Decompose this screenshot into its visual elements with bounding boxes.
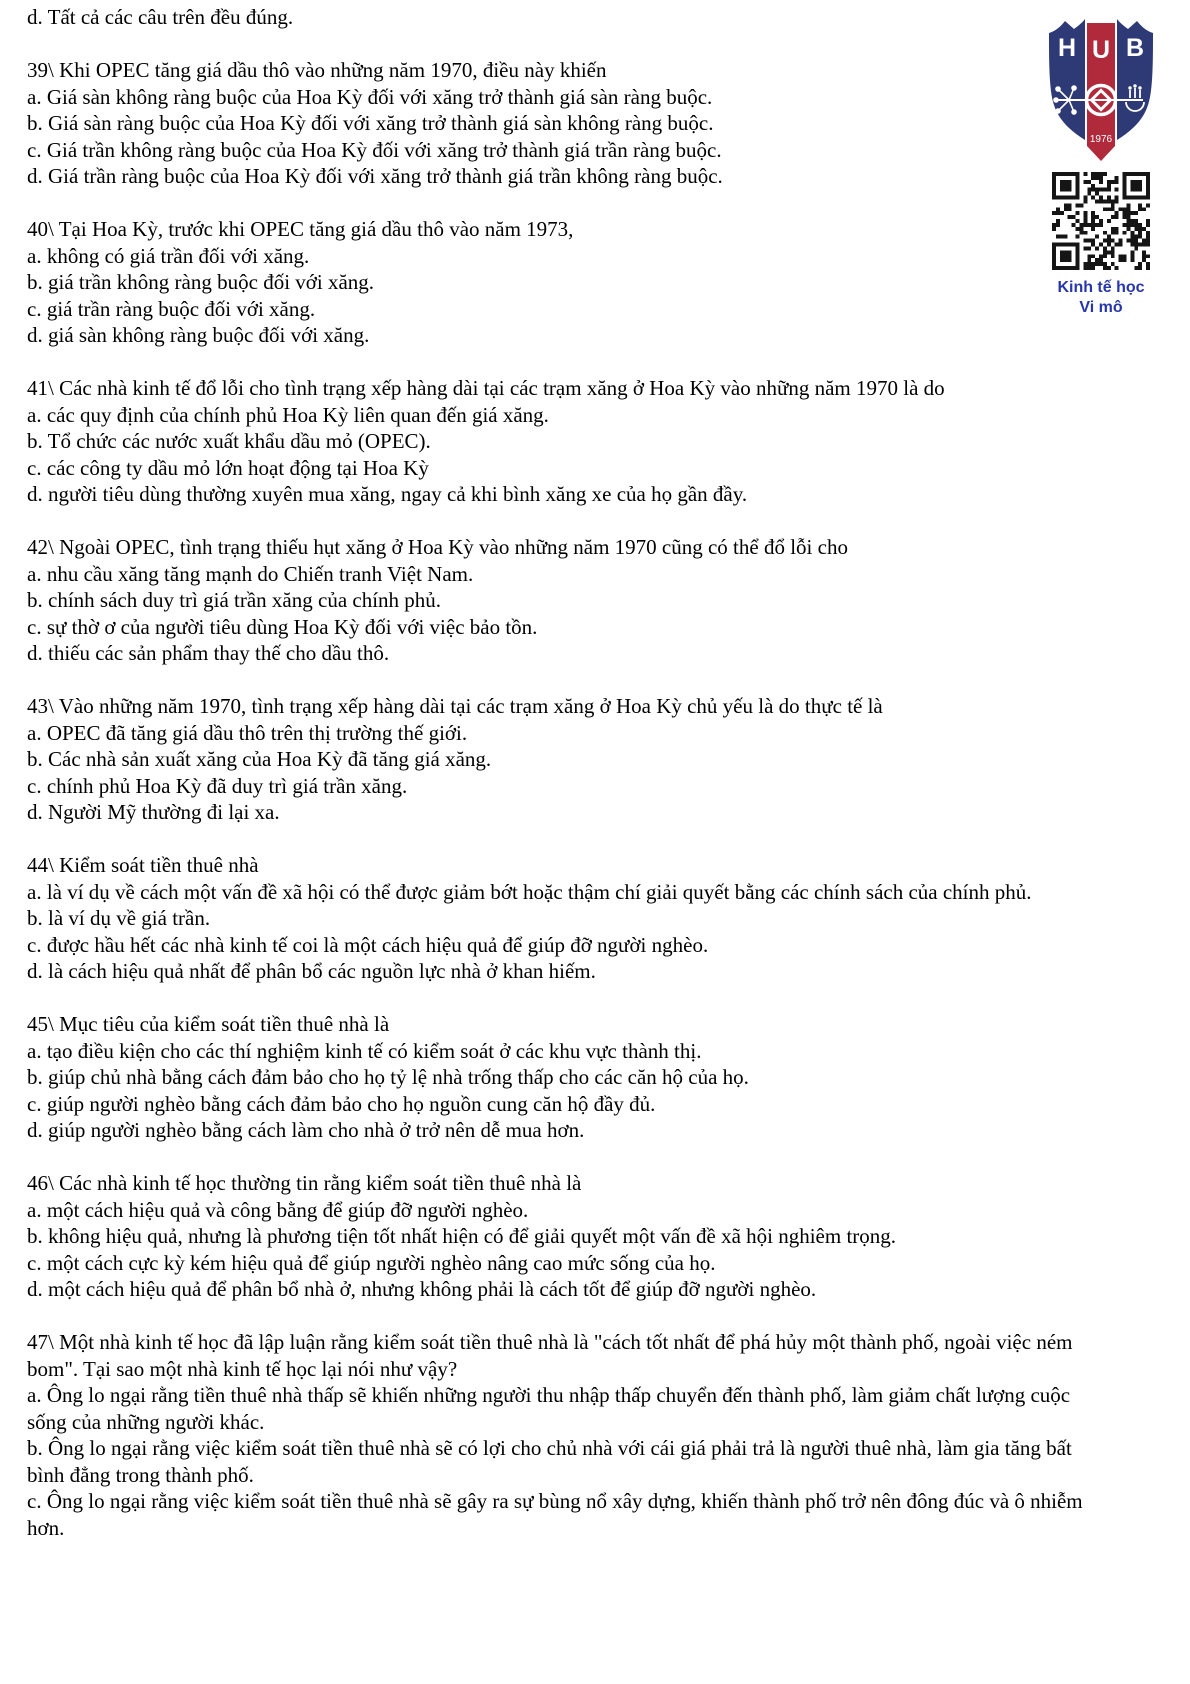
question-block xyxy=(27,534,1093,667)
question-block xyxy=(27,1170,1093,1303)
question-block xyxy=(27,1329,1093,1541)
question-option: b. là ví dụ về giá trần. xyxy=(27,906,211,930)
question-block xyxy=(27,1011,1093,1144)
question-option: a. các quy định của chính phủ Hoa Kỳ liên quan đến giá xăng. xyxy=(27,402,549,427)
question-option: a. không có giá trần đối với xăng. xyxy=(27,243,310,268)
question-block xyxy=(27,693,1093,826)
question-stem: 45\ Mục tiêu của kiểm soát tiền thuê nhà là xyxy=(27,1012,390,1036)
question-option: a. Ông lo ngại rằng tiền thuê nhà thấp sẽ khiến những người thu nhập thấp chuyển đến thành phố, làm giảm chất lượng cuộc sống của những người khác. xyxy=(27,1383,1071,1434)
question-option: a. OPEC đã tăng giá dầu thô trên thị trường thế giới. xyxy=(27,720,468,745)
question-option: d. thiếu các sản phẩm thay thế cho dầu thô. xyxy=(27,641,390,665)
question-option: b. Ông lo ngại rằng việc kiểm soát tiền thuê nhà sẽ có lợi cho chủ nhà với cái giá phải trả là người thuê nhà, làm gia tăng bất bình đẳng trong thành phố. xyxy=(27,1436,1072,1487)
question-option: d. một cách hiệu quả để phân bổ nhà ở, nhưng không phải là cách tốt để giúp đỡ người nghèo. xyxy=(27,1277,817,1301)
question-block xyxy=(27,57,1093,190)
question-stem: 47\ Một nhà kinh tế học đã lập luận rằng kiểm soát tiền thuê nhà là "cách tốt nhất để phá hủy một thành phố, ngoài việc ném bom". Tại sao một nhà kinh tế học lại nói như vậy? xyxy=(27,1330,1073,1381)
question-block xyxy=(27,216,1093,349)
question-option: c. chính phủ Hoa Kỳ đã duy trì giá trần xăng. xyxy=(27,773,408,798)
questions-container xyxy=(27,57,1093,1541)
question-stem: 46\ Các nhà kinh tế học thường tin rằng kiểm soát tiền thuê nhà là xyxy=(27,1171,582,1195)
question-option: c. Giá trần không ràng buộc của Hoa Kỳ đối với xăng trở thành giá trần ràng buộc. xyxy=(27,137,722,162)
question-stem: 40\ Tại Hoa Kỳ, trước khi OPEC tăng giá dầu thô vào năm 1973, xyxy=(27,217,574,241)
question-option: c. giúp người nghèo bằng cách đảm bảo cho họ nguồn cung căn hộ đầy đủ. xyxy=(27,1091,656,1116)
question-option: d. giá sàn không ràng buộc đối với xăng. xyxy=(27,323,370,347)
question-option: c. các công ty dầu mỏ lớn hoạt động tại Hoa Kỳ xyxy=(27,455,429,480)
question-option: b. Giá sàn ràng buộc của Hoa Kỳ đối với xăng trở thành giá sàn không ràng buộc. xyxy=(27,111,714,135)
logo-letter-h: H xyxy=(1057,34,1077,62)
course-caption-line2: Vi mô xyxy=(1079,299,1123,316)
question-option: b. giúp chủ nhà bằng cách đảm bảo cho họ tỷ lệ nhà trống thấp cho các căn hộ của họ. xyxy=(27,1065,749,1089)
question-option: a. Giá sàn không ràng buộc của Hoa Kỳ đối với xăng trở thành giá sàn ràng buộc. xyxy=(27,84,713,109)
question-option: c. một cách cực kỳ kém hiệu quả để giúp người nghèo nâng cao mức sống của họ. xyxy=(27,1250,716,1275)
question-option: a. một cách hiệu quả và công bằng để giúp đỡ người nghèo. xyxy=(27,1197,529,1222)
question-option: a. tạo điều kiện cho các thí nghiệm kinh tế có kiểm soát ở các khu vực thành thị. xyxy=(27,1038,702,1063)
question-option: d. là cách hiệu quả nhất để phân bổ các nguồn lực nhà ở khan hiếm. xyxy=(27,959,596,983)
question-option: c. Ông lo ngại rằng việc kiểm soát tiền thuê nhà sẽ gây ra sự bùng nổ xây dựng, khiến thành phố trở nên đông đúc và ô nhiễm hơn. xyxy=(27,1489,1083,1540)
question-option: b. giá trần không ràng buộc đối với xăng. xyxy=(27,270,375,294)
question-stem: 43\ Vào những năm 1970, tình trạng xếp hàng dài tại các trạm xăng ở Hoa Kỳ chủ yếu là do thực tế là xyxy=(27,694,883,718)
question-stem: 41\ Các nhà kinh tế đổ lỗi cho tình trạng xếp hàng dài tại các trạm xăng ở Hoa Kỳ vào những năm 1970 là do xyxy=(27,376,945,400)
question-option: b. Tổ chức các nước xuất khẩu dầu mỏ (OPEC). xyxy=(27,429,431,453)
question-option: d. giúp người nghèo bằng cách làm cho nhà ở trở nên dễ mua hơn. xyxy=(27,1118,585,1142)
question-option: b. chính sách duy trì giá trần xăng của chính phủ. xyxy=(27,588,442,612)
logo-letter-u: U xyxy=(1091,36,1111,64)
logo-year: 1976 xyxy=(1089,134,1113,145)
question-option: c. giá trần ràng buộc đối với xăng. xyxy=(27,296,316,321)
question-option: c. được hầu hết các nhà kinh tế coi là một cách hiệu quả để giúp đỡ người nghèo. xyxy=(27,932,709,957)
course-caption-line1: Kinh tế học xyxy=(1057,279,1145,296)
logo-letter-b: B xyxy=(1125,34,1145,62)
question-option: d. Giá trần ràng buộc của Hoa Kỳ đối với xăng trở thành giá trần không ràng buộc. xyxy=(27,164,723,188)
question-option: a. là ví dụ về cách một vấn đề xã hội có thể được giảm bớt hoặc thậm chí giải quyết bằng các chính sách của chính phủ. xyxy=(27,879,1032,904)
leftover-option: d. Tất cả các câu trên đều đúng. xyxy=(27,5,294,29)
question-option: a. nhu cầu xăng tăng mạnh do Chiến tranh Việt Nam. xyxy=(27,561,474,586)
question-option: b. Các nhà sản xuất xăng của Hoa Kỳ đã tăng giá xăng. xyxy=(27,747,492,771)
question-option: d. Người Mỹ thường đi lại xa. xyxy=(27,800,280,824)
question-list xyxy=(27,4,1093,1541)
question-block xyxy=(27,852,1093,985)
question-option: c. sự thờ ơ của người tiêu dùng Hoa Kỳ đối với việc bảo tồn. xyxy=(27,614,538,639)
question-stem: 39\ Khi OPEC tăng giá dầu thô vào những năm 1970, điều này khiến xyxy=(27,58,607,82)
question-stem: 44\ Kiểm soát tiền thuê nhà xyxy=(27,853,259,877)
question-stem: 42\ Ngoài OPEC, tình trạng thiếu hụt xăng ở Hoa Kỳ vào những năm 1970 cũng có thể đổ lỗi cho xyxy=(27,535,848,559)
question-option: b. không hiệu quả, nhưng là phương tiện tốt nhất hiện có để giải quyết một vấn đề xã hội nghiêm trọng. xyxy=(27,1224,897,1248)
question-option: d. người tiêu dùng thường xuyên mua xăng, ngay cả khi bình xăng xe của họ gần đầy. xyxy=(27,482,748,506)
question-block xyxy=(27,375,1093,508)
